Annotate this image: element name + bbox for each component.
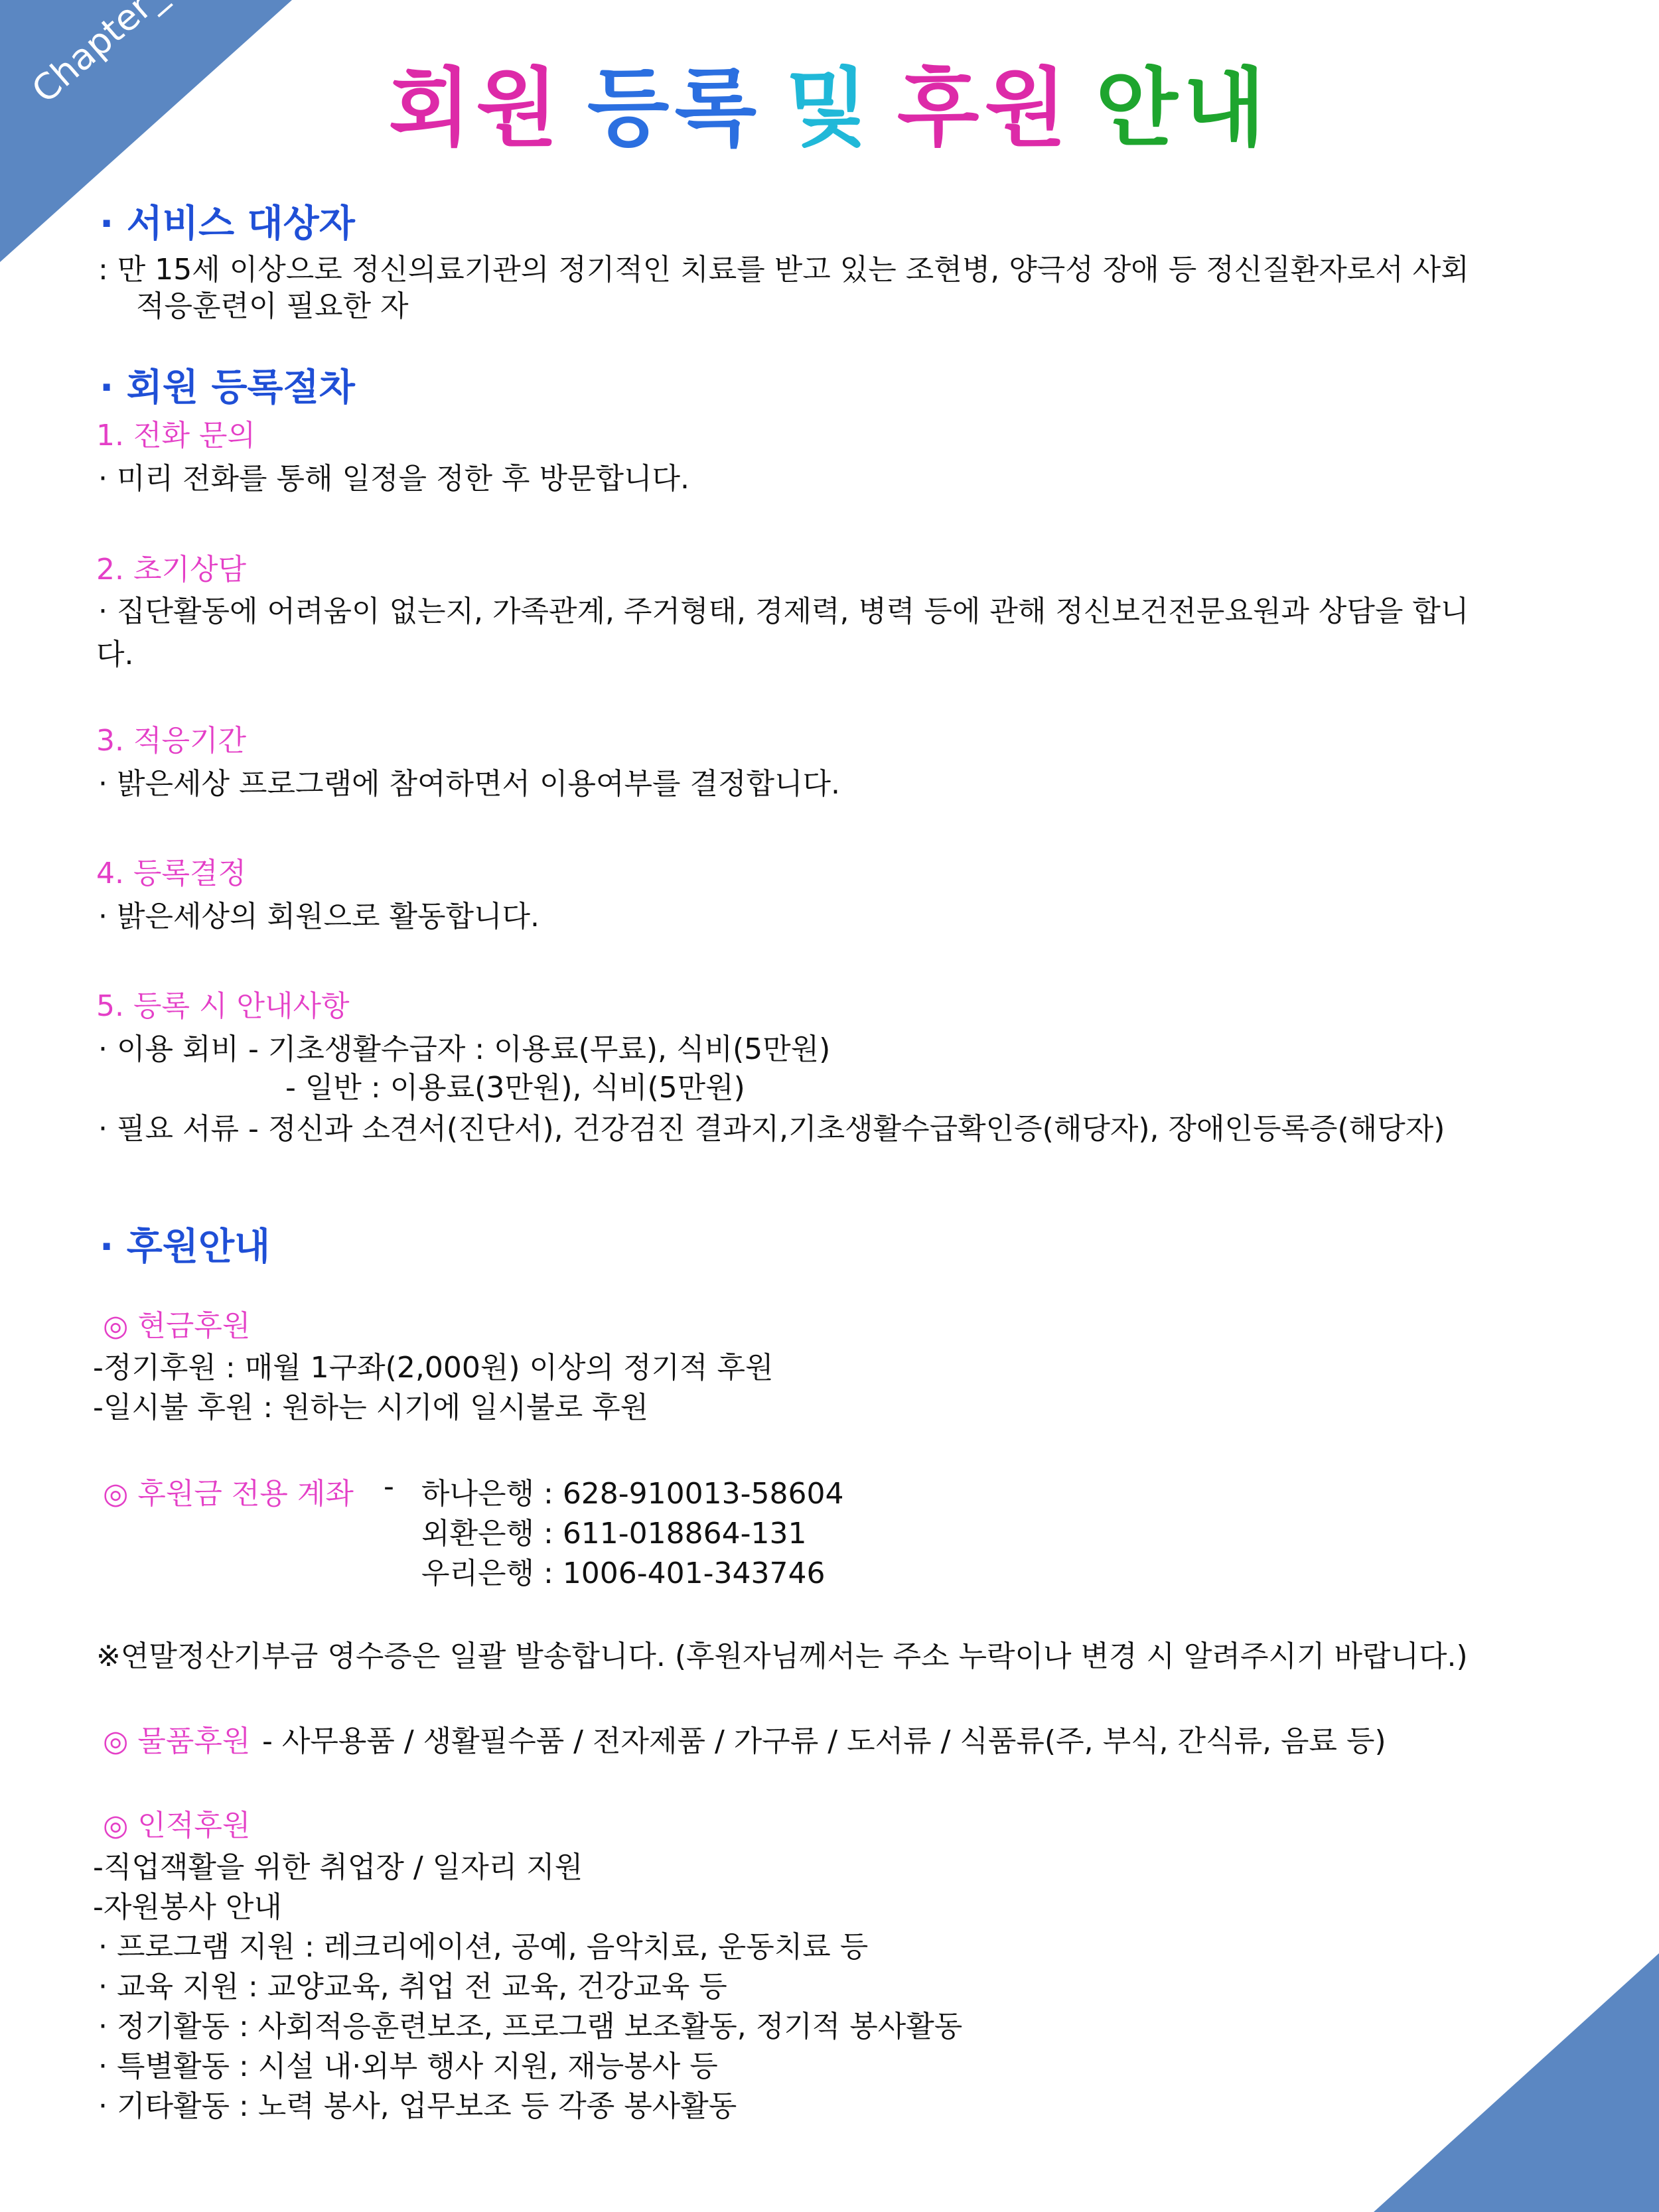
human-donation-line-7: · 기타활동 : 노력 봉사, 업무보조 등 각종 봉사활동 <box>98 2089 737 2123</box>
step-3-line: · 밝은세상 프로그램에 참여하면서 이용여부를 결정합니다. <box>98 767 840 801</box>
receipt-note: ※연말정산기부금 영수증은 일괄 발송합니다. (후원자님께서는 주소 누락이나 변경 시 알려주시기 바랍니다.) <box>96 1639 1468 1673</box>
account-title: ◎ 후원금 전용 계좌 <box>103 1477 354 1511</box>
title-word-4: 후원 <box>897 59 1072 158</box>
cash-donation-title: ◎ 현금후원 <box>103 1309 251 1343</box>
human-donation-line-2: -자원봉사 안내 <box>93 1890 282 1924</box>
service-line-2: 적응훈련이 필요한 자 <box>136 289 409 323</box>
step-2-line-1: · 집단활동에 어려움이 없는지, 가족관계, 주거형태, 경제력, 병력 등에 관해 정신보건전문요원과 상담을 합니 <box>98 594 1469 628</box>
step-2-line-2: 다. <box>96 638 134 671</box>
human-donation-line-1: -직업잭활을 위한 취업장 / 일자리 지원 <box>93 1850 583 1884</box>
account-dash: - <box>384 1470 394 1503</box>
goods-donation-text: - 사무용품 / 생활필수품 / 전자제품 / 가구류 / 도서류 / 식품류(주, 부식, 간식류, 음료 등) <box>262 1724 1386 1758</box>
account-hana: 하나은행 : 628-910013-58604 <box>421 1477 844 1511</box>
title-word-3: 및 <box>786 59 873 158</box>
step-1-line: · 미리 전화를 통해 일정을 정한 후 방문합니다. <box>98 462 689 496</box>
corner-decoration-bottom-right <box>1374 1953 1659 2212</box>
human-donation-line-5: · 정기활동 : 사회적응훈련보조, 프로그램 보조활동, 정기적 봉사활동 <box>98 2010 963 2043</box>
cash-donation-line-2: -일시불 후원 : 원하는 시기에 일시불로 후원 <box>93 1391 649 1424</box>
step-1-title: 1. 전화 문의 <box>96 419 255 452</box>
human-donation-title: ◎ 인적후원 <box>103 1809 251 1842</box>
page-title <box>0 40 1659 162</box>
human-donation-line-3: · 프로그램 지원 : 레크리에이션, 공예, 음악치료, 운동치료 등 <box>98 1930 869 1964</box>
service-line-1: : 만 15세 이상으로 정신의료기관의 정기적인 치료를 받고 있는 조현병, 양극성 장애 등 정신질환자로서 사회 <box>98 253 1469 287</box>
step-5-line-1: · 이용 회비 - 기초생활수급자 : 이용료(무료), 식비(5만원) <box>98 1032 831 1066</box>
step-3-title: 3. 적응기간 <box>96 724 246 758</box>
human-donation-line-6: · 특별활동 : 시설 내·외부 행사 지원, 재능봉사 등 <box>98 2049 718 2083</box>
section-heading-donation: · 후원안내 <box>100 1225 271 1269</box>
step-4-line: · 밝은세상의 회원으로 활동합니다. <box>98 900 540 933</box>
account-keb: 외환은행 : 611-018864-131 <box>421 1517 807 1551</box>
section-heading-registration: · 회원 등록절차 <box>100 366 355 409</box>
cash-donation-line-1: -정기후원 : 매월 1구좌(2,000원) 이상의 정기적 후원 <box>93 1351 774 1385</box>
goods-donation-title: ◎ 물품후원 <box>103 1724 251 1758</box>
step-5-line-3: · 필요 서류 - 정신과 소견서(진단서), 건강검진 결과지,기초생활수급확인증(해당자), 장애인등록증(해당자) <box>98 1112 1445 1146</box>
step-4-title: 4. 등록결정 <box>96 857 246 890</box>
step-5-title: 5. 등록 시 안내사항 <box>96 989 350 1023</box>
step-2-title: 2. 초기상담 <box>96 553 246 587</box>
human-donation-line-4: · 교육 지원 : 교양교육, 취업 전 교육, 건강교육 등 <box>98 1970 727 2004</box>
step-5-line-2: - 일반 : 이용료(3만원), 식비(5만원) <box>285 1071 745 1105</box>
account-woori: 우리은행 : 1006-401-343746 <box>421 1556 826 1590</box>
title-word-5: 안내 <box>1096 59 1271 158</box>
title-word-1: 회원 <box>388 59 563 158</box>
section-heading-service: · 서비스 대상자 <box>100 202 355 245</box>
title-word-2: 등록 <box>587 59 762 158</box>
